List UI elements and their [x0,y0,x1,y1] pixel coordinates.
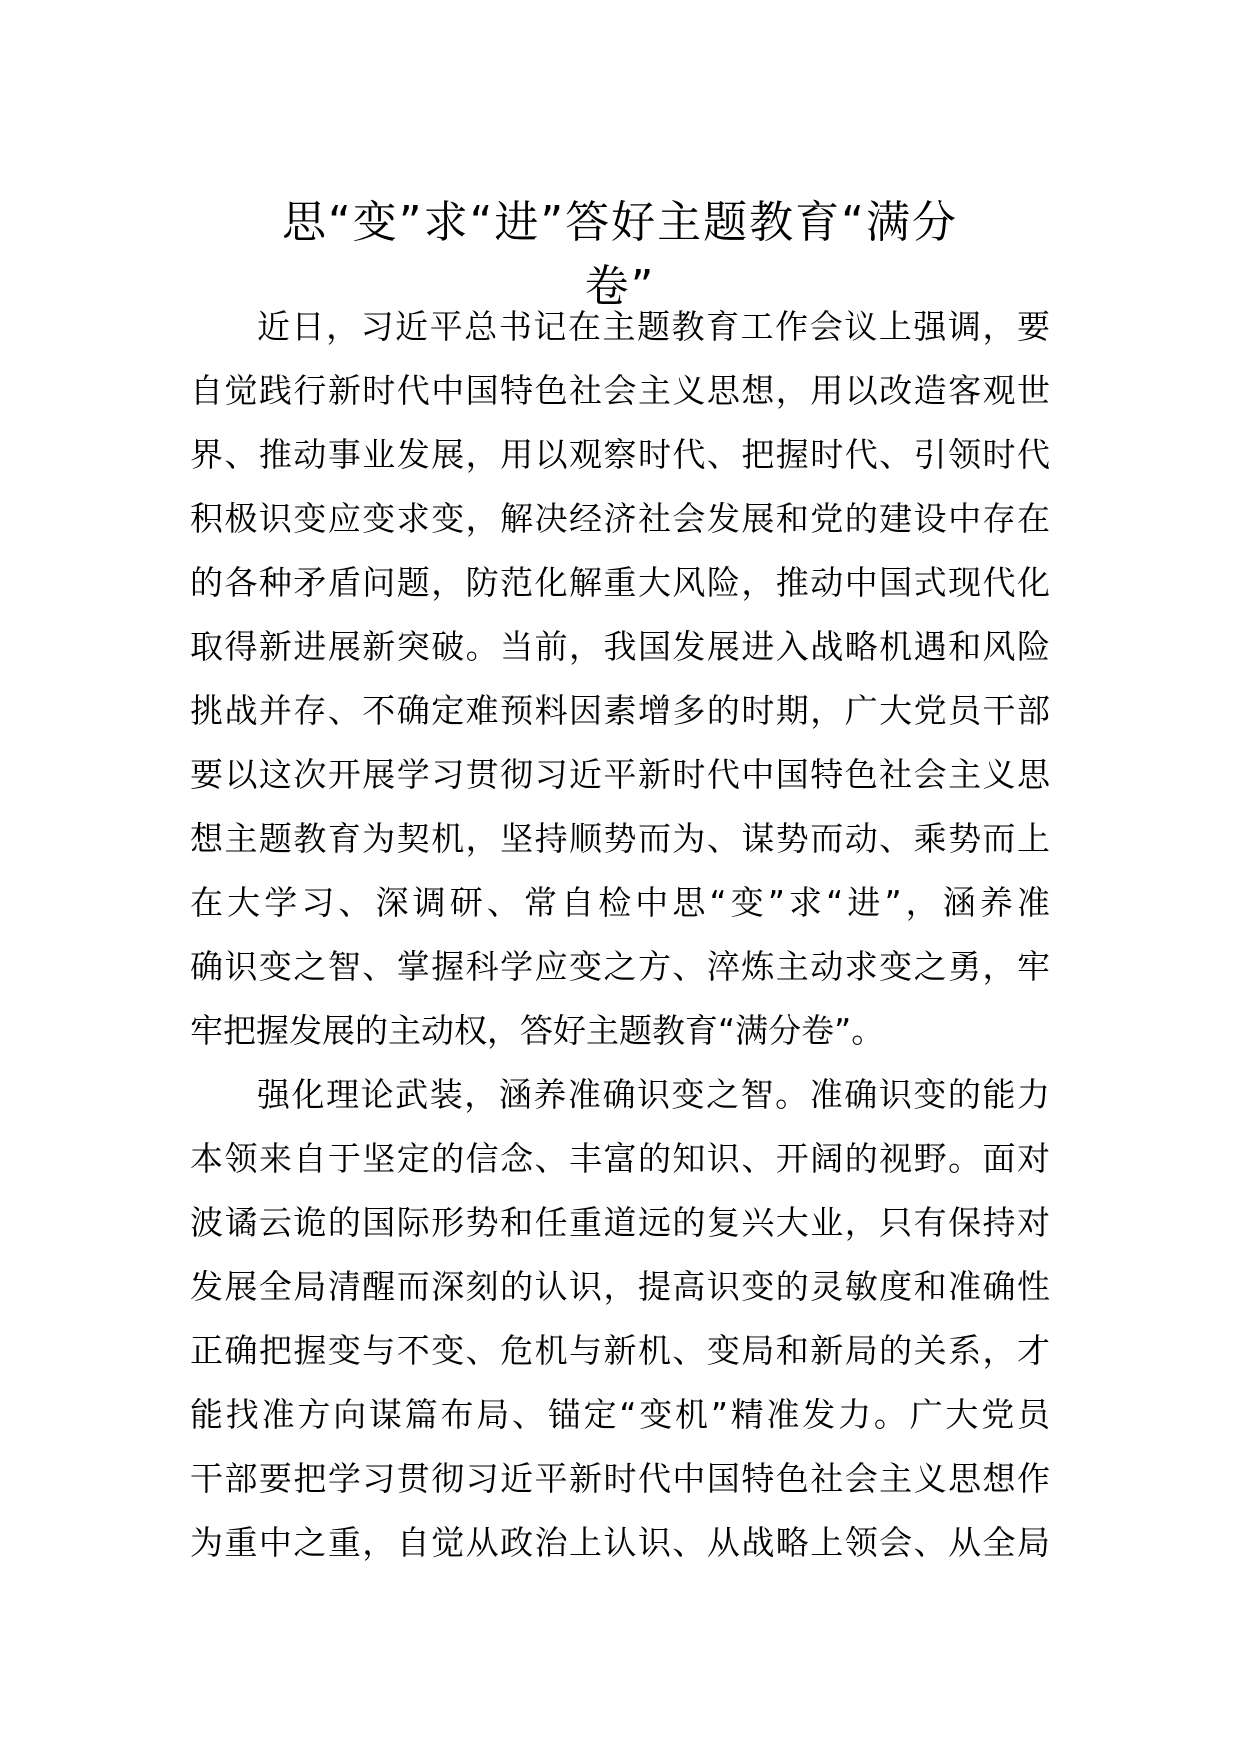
text-line: 近日，习近平总书记在主题教育工作会议上强调，要 [257,307,1050,346]
text-line: 强化理论武装，涵养准确识变之智。准确识变的能力 [257,1075,1050,1114]
text-line: 想主题教育为契机，坚持顺势而为、谋势而动、乘势而上 [190,819,1050,858]
text-line: 自觉践行新时代中国特色社会主义思想，用以改造客观世 [190,371,1050,410]
text-line: 能找准方向谋篇布局、锚定“变机”精准发力。广大党员 [190,1395,1050,1434]
text-line: 本领来自于坚定的信念、丰富的知识、开阔的视野。面对 [190,1139,1050,1178]
title-line-2: 卷” [584,261,656,313]
text-line: 界、推动事业发展，用以观察时代、把握时代、引领时代 [190,435,1050,474]
text-line: 的各种矛盾问题，防范化解重大风险，推动中国式现代化 [190,563,1050,602]
text-line: 为重中之重，自觉从政治上认识、从战略上领会、从全局 [190,1523,1050,1562]
text-line: 挑战并存、不确定难预料因素增多的时期，广大党员干部 [190,691,1050,730]
text-line: 在大学习、深调研、常自检中思“变”求“进”，涵养准 [190,883,1050,922]
paragraph-2 [190,1063,1050,1575]
text-line: 波谲云诡的国际形势和任重道远的复兴大业，只有保持对 [190,1203,1050,1242]
text-line: 积极识变应变求变，解决经济社会发展和党的建设中存在 [190,499,1050,538]
document-body [190,295,1050,1575]
text-line: 牢把握发展的主动权，答好主题教育“满分卷”。 [190,1011,885,1050]
text-line: 取得新进展新突破。当前，我国发展进入战略机遇和风险 [190,627,1050,666]
text-line: 发展全局清醒而深刻的认识，提高识变的灵敏度和准确性 [190,1267,1050,1306]
text-line: 干部要把学习贯彻习近平新时代中国特色社会主义思想作 [190,1459,1050,1498]
paragraph-1 [190,295,1050,1063]
title-line-1: 思“变”求“进”答好主题教育“满分 [282,197,958,249]
text-line: 要以这次开展学习贯彻习近平新时代中国特色社会主义思 [190,755,1050,794]
text-line: 正确把握变与不变、危机与新机、变局和新局的关系，才 [190,1331,1050,1370]
text-line: 确识变之智、掌握科学应变之方、淬炼主动求变之勇，牢 [190,947,1050,986]
